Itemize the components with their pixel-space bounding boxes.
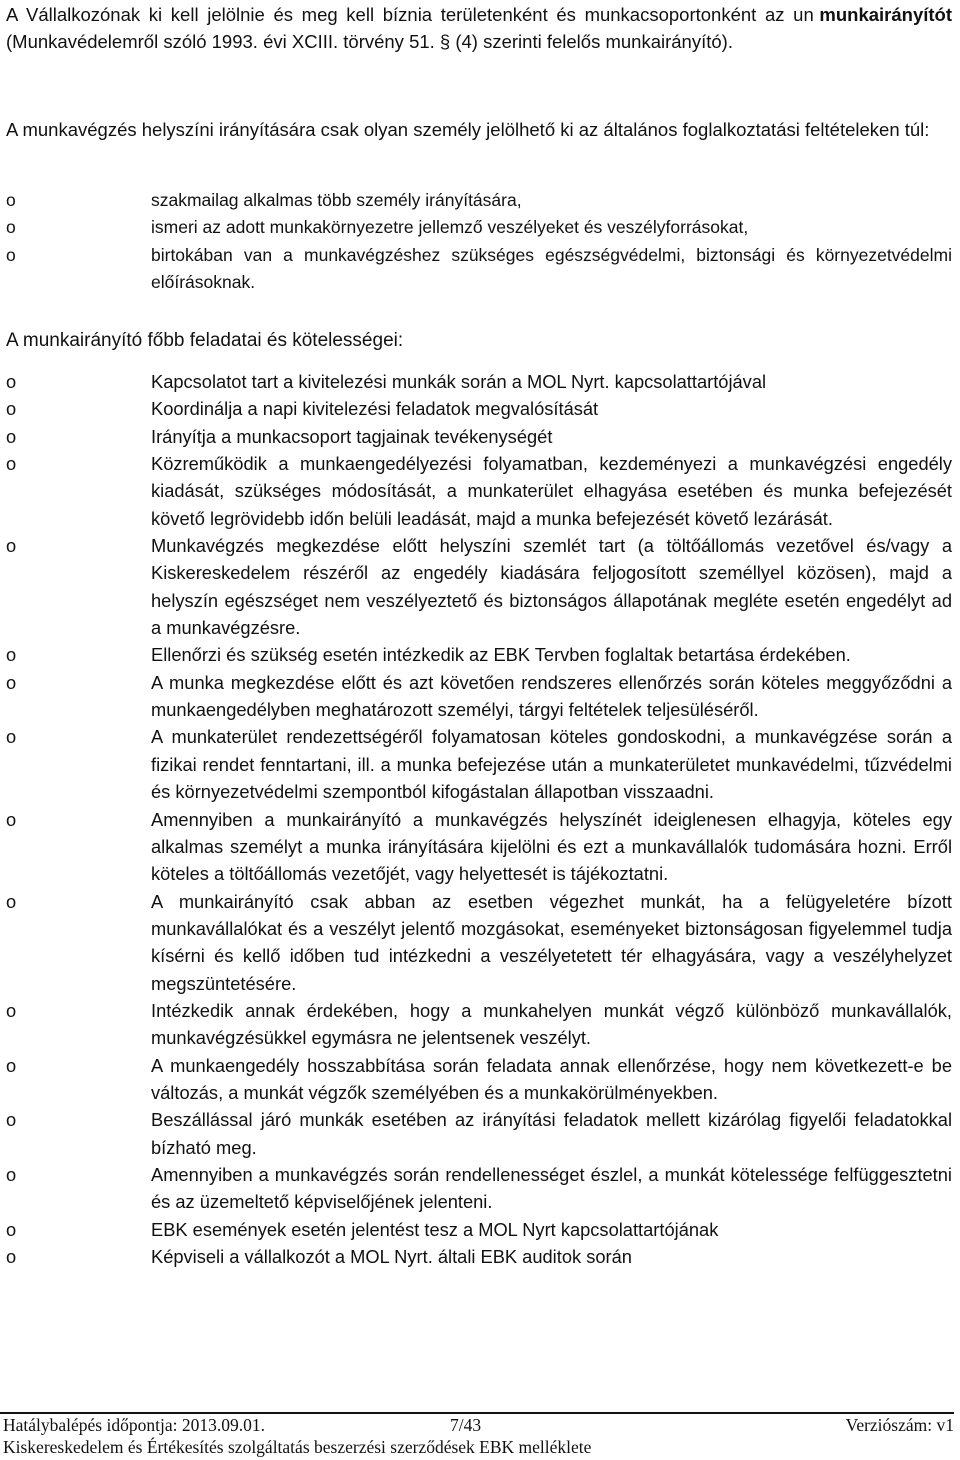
duty-item bbox=[6, 1216, 952, 1243]
duty-item bbox=[6, 723, 952, 805]
duty-item bbox=[6, 669, 952, 724]
bullet-mark: o bbox=[6, 244, 16, 265]
eligibility-paragraph: A munkavégzés helyszíni irányítására csak olyan személy jelölhető ki az általános foglalkoztatási feltételeken túl: bbox=[6, 119, 930, 140]
page-footer bbox=[3, 1414, 954, 1458]
bullet-mark: o bbox=[6, 644, 17, 666]
bullet-mark: o bbox=[6, 1109, 17, 1131]
bullet-mark: o bbox=[6, 217, 16, 238]
duty-item bbox=[6, 532, 952, 641]
duty-item bbox=[6, 1106, 952, 1161]
bullet-mark: o bbox=[6, 1054, 17, 1076]
duty-item-text: A munka megkezdése előtt és azt követően rendszeres ellenőrzés során köteles meggyőződni a munkaengedélyben meghatározott személyi, tárgyi feltételek teljesüléséről. bbox=[151, 671, 952, 721]
footer-document-title: Kiskereskedelem és Értékesítés szolgáltatás beszerzési szerződések EBK melléklete bbox=[3, 1437, 592, 1457]
duty-item bbox=[6, 395, 952, 422]
duties-heading: A munkairányító főbb feladatai és kötelességei: bbox=[6, 330, 404, 351]
duty-item-text: Amennyiben a munkairányító a munkavégzés helyszínét ideiglenesen elhagyja, köteles egy alkalmas személyt a munka irányítására kijelölni és ezt a munkavállalók tudomására hozni. Erről köteles a töltőállomás vezetőjét, vagy helyettesét is tájékoztatni. bbox=[151, 808, 952, 885]
duty-item-text: Közreműködik a munkaengedélyezési folyamatban, kezdeményezi a munkavégzési engedély kiadását, szükséges módosítását, a munkaterület elhagyása esetében és munka befejezését követő legrövidebb időn belüli leadását, majd a munka befejezését követő lezárását. bbox=[151, 453, 952, 529]
requirement-item bbox=[6, 187, 952, 214]
intro-bold-term: munkairányítót bbox=[819, 4, 953, 25]
bullet-mark: o bbox=[6, 453, 17, 475]
intro-paragraph bbox=[6, 1, 952, 56]
footer-effective-date: Hatálybalépés időpontja: 2013.09.01. bbox=[3, 1415, 265, 1435]
duty-item-text: Koordinálja a napi kivitelezési feladatok megvalósítását bbox=[151, 398, 599, 420]
duty-item-text: Intézkedik annak érdekében, hogy a munkahelyen munkát végző különböző munkavállalók, munkavégzésükkel egymásra ne jelentsenek veszélyt. bbox=[151, 999, 952, 1049]
duty-item bbox=[6, 368, 952, 395]
duty-item-text: Amennyiben a munkavégzés során rendellenességet észlel, a munkát kötelessége felfüggesztetni és az üzemeltető képviselőjének jelenteni. bbox=[151, 1163, 952, 1213]
bullet-mark: o bbox=[6, 398, 17, 420]
bullet-mark: o bbox=[6, 890, 17, 912]
bullet-mark: o bbox=[6, 1218, 17, 1240]
duty-item bbox=[6, 997, 952, 1052]
footer-version: Verziószám: v1 bbox=[845, 1415, 954, 1435]
bullet-mark: o bbox=[6, 190, 16, 210]
duty-item bbox=[6, 1161, 952, 1216]
duty-item-text: Képviseli a vállalkozót a MOL Nyrt. általi EBK auditok során bbox=[151, 1246, 632, 1267]
bullet-mark: o bbox=[6, 1163, 17, 1185]
duty-item bbox=[6, 450, 952, 532]
duty-item-text: Beszállással járó munkák esetében az irányítási feladatok mellett kizárólag figyelői feladatokkal bízható meg. bbox=[151, 1109, 952, 1158]
requirement-item bbox=[6, 242, 952, 297]
duty-item bbox=[6, 423, 952, 450]
requirement-item-text: szakmailag alkalmas több személy irányítására, bbox=[151, 190, 522, 210]
bullet-mark: o bbox=[6, 671, 17, 693]
bullet-mark: o bbox=[6, 726, 17, 748]
duties-list bbox=[6, 368, 952, 1270]
footer-row bbox=[3, 1414, 954, 1436]
duty-item-text: Ellenőrzi és szükség esetén intézkedik az EBK Tervben foglaltak betartása érdekében. bbox=[151, 644, 851, 666]
requirement-item bbox=[6, 214, 952, 241]
requirements-list bbox=[6, 187, 952, 297]
duty-item-text: A munkairányító csak abban az esetben végezhet munkát, ha a felügyeletére bízott munkavállalókat és a veszélyt jelentő mozgásokat, eseményeket biztonságosan figyelemmel tudja kísérni és kellő időben tud intézkedni a veszélyetetett tér elhagyására, vagy a veszélyhelyzet megszüntetésére. bbox=[151, 890, 952, 994]
intro-text-before: A Vállalkozónak ki kell jelölnie és meg kell bíznia területenként és munkacsoportonként az un bbox=[6, 4, 814, 25]
duty-item bbox=[6, 888, 952, 997]
duty-item-text: Munkavégzés megkezdése előtt helyszíni szemlét tart (a töltőállomás vezetővel és/vagy a Kiskereskedelem részéről az engedély kiadására feljogosított személlyel közösen), majd a helyszín egészséget nem veszélyeztető és biztonságos állapotának megléte esetén engedélyt ad a munkavégzésre. bbox=[151, 535, 952, 639]
bullet-mark: o bbox=[6, 1246, 17, 1267]
duty-item-text: Irányítja a munkacsoport tagjainak tevékenységét bbox=[151, 425, 553, 447]
requirement-item-text: birtokában van a munkavégzéshez szükséges egészségvédelmi, biztonsági és környezetvédelmi előírásoknak. bbox=[151, 244, 952, 293]
duty-item bbox=[6, 1243, 952, 1270]
intro-text-after: (Munkavédelemről szóló 1993. évi XCIII. törvény 51. § (4) szerinti felelős munkairányító). bbox=[6, 31, 733, 53]
duty-item-text: A munkaengedély hosszabbítása során feladata annak ellenőrzése, hogy nem következett-e be változás, a munkát végzők személyében és a munkakörülményekben. bbox=[151, 1054, 952, 1103]
duty-item-text: Kapcsolatot tart a kivitelezési munkák során a MOL Nyrt. kapcsolattartójával bbox=[151, 371, 767, 392]
duty-item-text: EBK események esetén jelentést tesz a MOL Nyrt kapcsolattartójának bbox=[151, 1218, 719, 1240]
bullet-mark: o bbox=[6, 808, 17, 830]
duty-item bbox=[6, 806, 952, 888]
requirement-item-text: ismeri az adott munkakörnyezetre jellemző veszélyeket és veszélyforrásokat, bbox=[151, 217, 749, 238]
duty-item-text: A munkaterület rendezettségéről folyamatosan köteles gondoskodni, a munkavégzése során a fizikai rendet fenntartani, ill. a munka befejezése után a munkaterületet munkavédelmi, tűzvédelmi és környezetvédelmi szempontból kifogástalan állapotban visszaadni. bbox=[151, 726, 952, 803]
bullet-mark: o bbox=[6, 535, 17, 557]
bullet-mark: o bbox=[6, 425, 17, 447]
duty-item bbox=[6, 641, 952, 668]
bullet-mark: o bbox=[6, 999, 17, 1021]
footer-page-number: 7/43 bbox=[450, 1415, 482, 1435]
bullet-mark: o bbox=[6, 371, 17, 392]
duty-item bbox=[6, 1052, 952, 1107]
